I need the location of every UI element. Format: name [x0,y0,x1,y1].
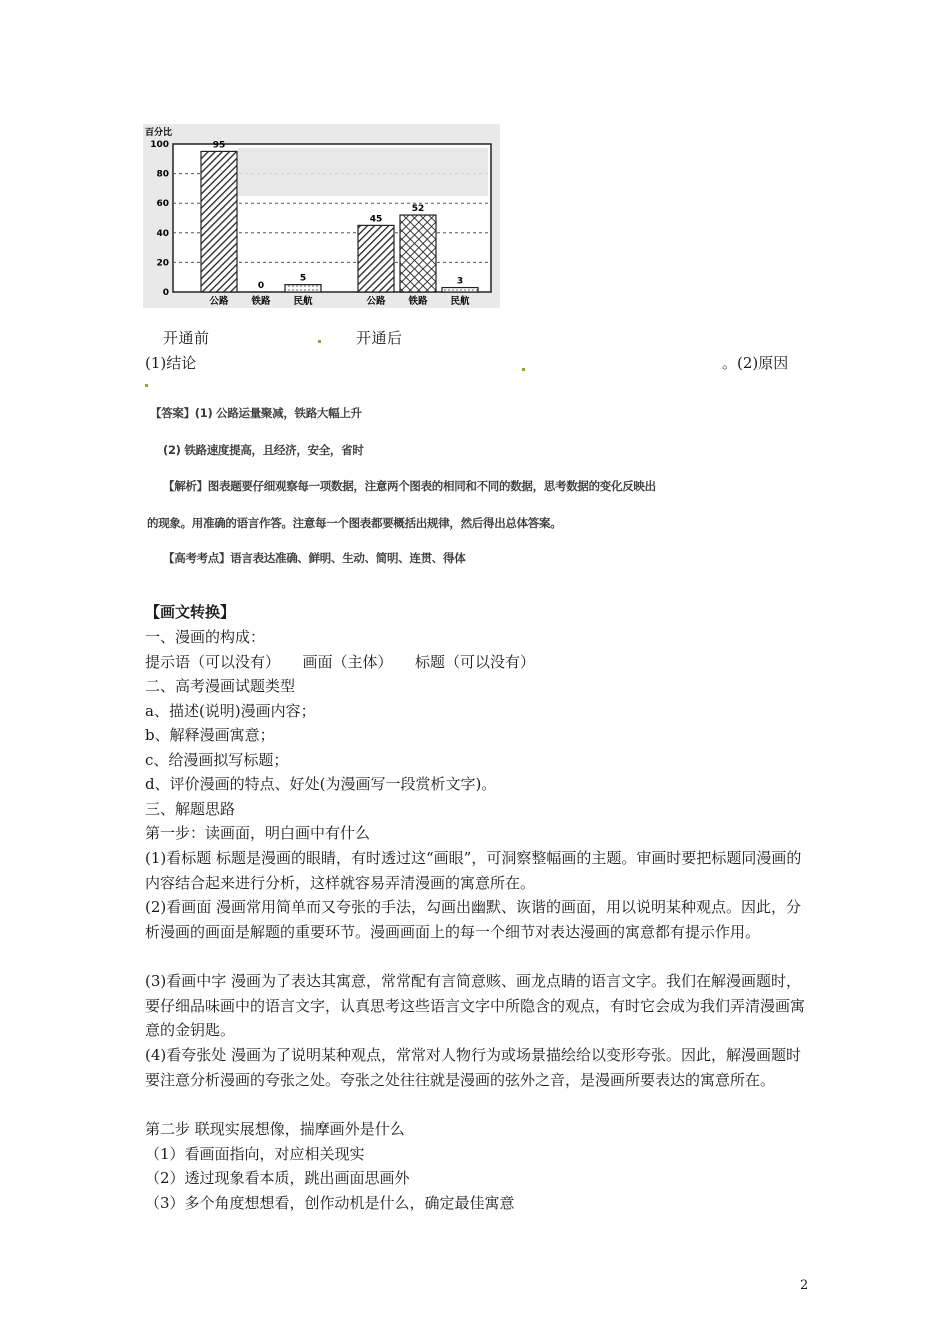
bar [358,225,394,292]
bar-chart-svg [143,124,500,308]
page-number: 2 [800,1278,809,1293]
x-category-label: 民航 [450,296,470,307]
y-tick-label: 80 [156,169,169,180]
y-tick-label: 40 [156,228,169,239]
y-tick-label: 100 [150,140,169,150]
answer-line-2: (2) 铁路速度提高，且经济，安全，省时 [163,443,364,457]
answer-line-1: 【答案】(1) 公路运量聚减，铁路大幅上升 [150,406,362,420]
y-tick-label: 20 [156,258,169,269]
y-tick-label: 0 [162,288,169,298]
bar-value-label: 45 [369,214,383,225]
paragraph-exaggeration: (4)看夸张处 漫画为了说明某种观点，常常对人物行为或场景描绘给以变形夸张。因此，解漫画题时要注意分析漫画的夸张之处。夸张之处往往就是漫画的弦外之音，是漫画所要表达的寓意所在。 [145,1046,802,1089]
section-line: c、给漫画拟写标题； [145,751,289,769]
section-line: b、解释漫画寓意； [145,726,275,744]
x-category-label: 民航 [293,296,313,307]
paragraph-title: (1)看标题 标题是漫画的眼睛，有时透过这“画眼”，可洞察整幅画的主题。审画时要把标题同漫画的内容结合起来进行分析，这样就容易弄清漫画的寓意所在。 [145,849,802,892]
section-line: a、描述(说明)漫画内容； [145,702,316,720]
paragraph-picture: (2)看画面 漫画常用简单而又夸张的手法，勾画出幽默、诙谐的画面，用以说明某种观点。因此，分析漫画的画面是解题的重要环节。漫画画面上的每一个细节对表达漫画的寓意都有提示作用。 [145,898,802,941]
x-category-label: 铁路 [251,296,271,307]
bar-value-label: 3 [456,276,464,287]
exam-point: 【高考考点】语言表达准确、鲜明、生动、简明、连贯、得体 [163,551,466,565]
section-line: 二、高考漫画试题类型 [145,677,296,695]
obscured-region [238,148,488,196]
section-line: 三、解题思路 [145,800,236,818]
x-category-label: 铁路 [408,296,428,307]
analysis-line-1: 【解析】图表题要仔细观察每一项数据，注意两个图表的相同和不同的数据，思考数据的变化反映出 [163,479,656,493]
caption-before: 开通前 [163,329,210,347]
bar-chart [143,124,500,308]
bar-value-label: 95 [212,140,226,151]
mark-dot [522,368,525,371]
section-line: 第一步：读画面，明白画中有什么 [145,824,371,842]
bar-value-label: 52 [411,204,425,215]
bar [201,151,237,292]
paragraph-words: (3)看画中字 漫画为了表达其寓意，常常配有言简意赅、画龙点睛的语言文字。我们在解漫画题时，要仔细品味画中的语言文字，认真思考这些语言文字中所隐含的观点，有时它会成为我们弄清漫画寓意的金钥匙。 [145,972,806,1039]
bar [285,285,321,292]
bar [400,215,436,292]
question-reason: 。(2)原因 [722,354,789,372]
step-two-item: （3）多个角度想想看，创作动机是什么，确定最佳寓意 [145,1194,515,1212]
section-line: d、评价漫画的特点、好处(为漫画写一段赏析文字)。 [145,775,497,793]
step-two-item: （2）透过现象看本质，跳出画面思画外 [145,1169,410,1187]
x-category-label: 公路 [366,296,386,307]
bar-value-label: 5 [299,273,307,284]
caption-after: 开通后 [356,329,403,347]
x-category-label: 公路 [209,296,229,307]
step-two: 第二步 联现实展想像，揣摩画外是什么 [145,1120,405,1138]
mark-dot [145,384,148,387]
question-conclusion: (1)结论 [145,354,197,372]
section-line: 一、漫画的构成： [145,628,266,646]
y-tick-label: 60 [156,199,169,210]
bar [442,288,478,292]
y-axis-label: 百分比 [145,128,173,138]
mark-dot [318,340,321,343]
analysis-line-2: 的现象。用准确的语言作答。注意每一个图表都要概括出规律，然后得出总体答案。 [147,516,562,530]
section-title: 【画文转换】 [145,603,236,621]
section-line: 提示语（可以没有） 画面（主体） 标题（可以没有） [145,653,536,671]
bar-value-label: 0 [257,281,265,291]
step-two-item: （1）看画面指向，对应相关现实 [145,1145,365,1163]
